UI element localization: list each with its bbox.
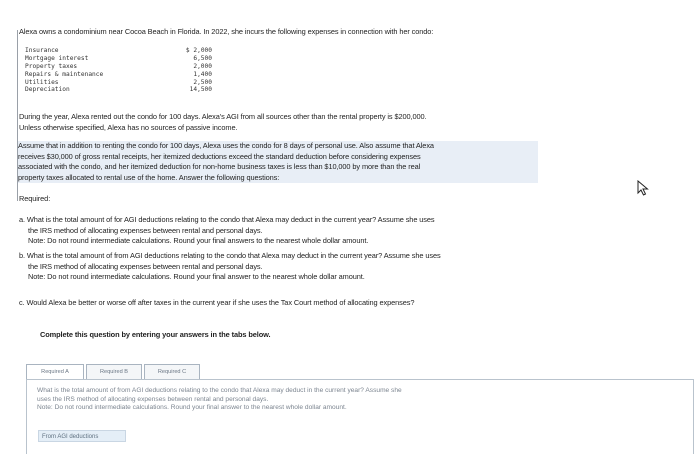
paragraph-line: property taxes allocated to rental use of the home. Answer the following questions: — [18, 172, 280, 182]
expense-label: Depreciation — [25, 86, 70, 94]
panel-line: What is the total amount of from AGI deductions relating to the condo that Alexa may deduct in the current year? Assume she — [37, 387, 402, 394]
paragraph-line: associated with the condo, and her itemized deduction for non-home business taxes is less than $10,000 by more than the real — [18, 162, 421, 172]
tab-required-b[interactable]: Required B — [86, 364, 142, 381]
from-agi-deductions-field[interactable]: From AGI deductions — [38, 430, 126, 442]
expense-label: Insurance — [25, 47, 59, 54]
expense-values — [160, 47, 212, 94]
paragraph-rental-days — [19, 112, 426, 133]
paragraph-line: Assume that in addition to renting the condo for 100 days, Alexa uses the condo for 8 days of personal use. Also assume that Alexa — [18, 141, 434, 150]
expense-label: Mortgage interest — [25, 54, 89, 62]
expense-value: 1,400 — [193, 70, 212, 78]
cursor-icon — [637, 180, 649, 196]
tab-required-c[interactable]: Required C — [144, 364, 200, 381]
question-note: Note: Do not round intermediate calculations. Round your final answers to the nearest whole dollar amount. — [28, 236, 369, 246]
expense-value: 2,500 — [193, 78, 212, 86]
question-b — [19, 251, 441, 283]
question-line: the IRS method of allocating expenses between rental and personal days. — [28, 261, 263, 271]
question-line: b. What is the total amount of from AGI deductions relating to the condo that Alexa may deduct in the current year? Assume she uses — [19, 251, 441, 260]
expense-value: 2,000 — [193, 62, 212, 70]
panel-note: Note: Do not round intermediate calculations. Round your final answer to the nearest whole dollar amount. — [37, 404, 347, 412]
question-c: c. Would Alexa be better or worse off after taxes in the current year if she uses the Tax Court method of allocating expenses? — [19, 298, 415, 307]
paragraph-line: During the year, Alexa rented out the condo for 100 days. Alexa's AGI from all sources other than the rental property is $200,000. — [19, 112, 427, 121]
expense-value: 14,500 — [189, 86, 212, 94]
question-a — [19, 215, 435, 247]
paragraph-line: Unless otherwise specified, Alexa has no sources of passive income. — [19, 122, 238, 132]
panel-question — [37, 387, 402, 413]
expense-label: Property taxes — [25, 62, 78, 70]
question-line: the IRS method of allocating expenses between rental and personal days. — [28, 225, 263, 235]
question-note: Note: Do not round intermediate calculations. Round your final answer to the nearest whole dollar amount. — [28, 272, 365, 282]
paragraph-line: receives $30,000 of gross rental receipts, her itemized deductions exceed the standard deduction before considering expenses — [18, 151, 421, 161]
expense-value: $ 2,000 — [185, 47, 212, 54]
question-line: a. What is the total amount of for AGI deductions relating to the condo that Alexa may deduct in the current year? Assume she uses — [19, 215, 435, 224]
panel-line: uses the IRS method of allocating expenses between rental and personal days. — [37, 395, 269, 403]
instruction-text: Complete this question by entering your answers in the tabs below. — [40, 330, 271, 339]
problem-intro: Alexa owns a condominium near Cocoa Beach in Florida. In 2022, she incurs the following expenses in connection with her condo: — [19, 27, 434, 36]
expense-labels — [25, 47, 103, 94]
paragraph-assumptions — [18, 141, 538, 183]
expense-value: 6,500 — [193, 54, 212, 62]
tab-required-a[interactable]: Required A — [26, 364, 84, 381]
required-heading: Required: — [19, 194, 51, 203]
expense-label: Utilities — [25, 78, 59, 86]
expense-label: Repairs & maintenance — [25, 70, 104, 78]
